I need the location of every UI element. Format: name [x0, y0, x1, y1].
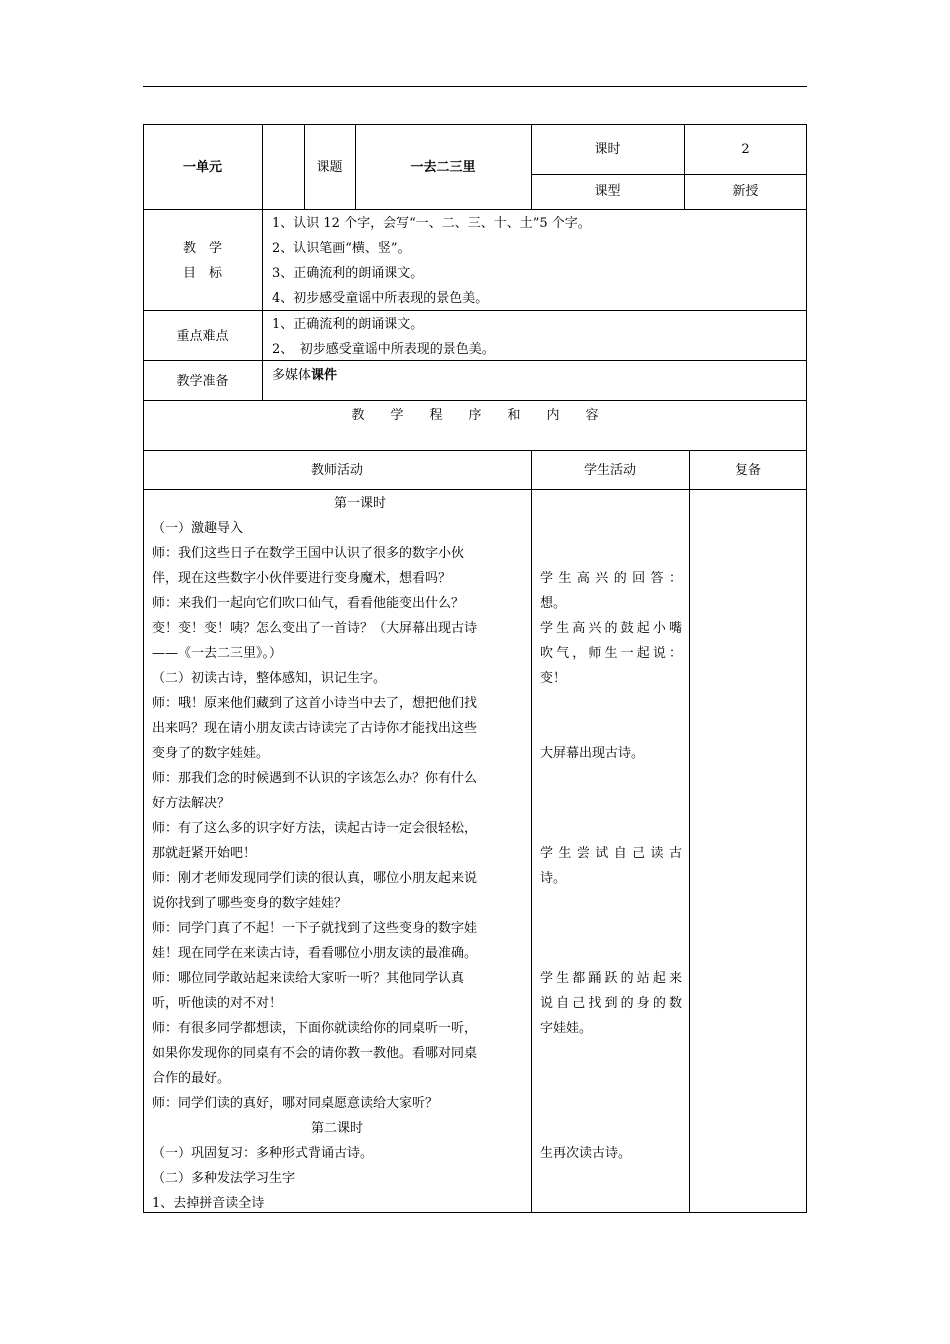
procedure-title: 教 学 程 序 和 内 容	[351, 408, 599, 423]
row-divider	[143, 489, 807, 490]
key-point-item: 1、正确流利的朗诵课文。	[272, 317, 424, 332]
teacher-line: 好方法解决？	[152, 796, 231, 811]
teacher-line: 师：哪位同学敢站起来读给大家听一听？其他同学认真	[152, 971, 465, 986]
teacher-line: 听，听他读的对不对！	[152, 996, 283, 1011]
key-points-label: 重点难点	[176, 329, 229, 344]
student-line: 字娃娃。	[540, 1021, 593, 1036]
teacher-line: 师：来我们一起向它们吹口仙气，看看他能变出什么？	[152, 596, 465, 611]
col-divider	[262, 124, 263, 210]
teacher-activity-header: 教师活动	[310, 463, 363, 478]
student-line: 想。	[540, 596, 567, 611]
student-line: 变！	[540, 671, 567, 686]
goal-item: 3、正确流利的朗诵课文。	[272, 266, 424, 281]
teacher-line: ——《一去二三里》。）	[152, 646, 283, 661]
teacher-line: （一）激趣导入	[152, 521, 244, 536]
review-header: 复备	[734, 463, 761, 478]
row-divider	[143, 450, 807, 451]
teacher-line: 1、去掉拼音读全诗	[152, 1196, 265, 1211]
topic-title: 一去二三里	[410, 160, 476, 175]
student-line: 诗。	[540, 871, 567, 886]
teacher-line: （二）初读古诗，整体感知，识记生字。	[152, 671, 387, 686]
teacher-line: 师：哦！原来他们藏到了这首小诗当中去了，想把他们找	[152, 696, 478, 711]
teacher-line: 师：有很多同学都想读，下面你就读给你的同桌听一听，	[152, 1021, 478, 1036]
teacher-line: 师：同学们读的真好，哪对同桌愿意读给大家听？	[152, 1096, 439, 1111]
preparation-value-normal: 多媒体	[272, 368, 312, 383]
teacher-line: 师：那我们念的时候遇到不认识的字该怎么办？你有什么	[152, 771, 478, 786]
teacher-line: 娃！现在同学在来读古诗，看看哪位小朋友读的最准确。	[152, 946, 478, 961]
student-line: 说自己找到的身的数	[540, 996, 682, 1011]
student-line: 学生都踊跃的站起来	[540, 971, 682, 986]
student-activity-header: 学生活动	[583, 463, 636, 478]
col-divider	[262, 209, 263, 401]
teacher-line: 变！变！变！咦？怎么变出了一首诗？（大屏幕出现古诗	[152, 621, 478, 636]
teacher-line: 师：同学门真了不起！一下子就找到了这些变身的数字娃	[152, 921, 478, 936]
teacher-line: 那就赶紧开始吧！	[152, 846, 257, 861]
goal-item: 2、认识笔画“横、竖”。	[272, 241, 411, 256]
teacher-line: 师：有了这么多的识字好方法，读起古诗一定会很轻松，	[152, 821, 478, 836]
teacher-line: （二）多种发法学习生字	[152, 1171, 296, 1186]
key-point-item: 2、 初步感受童谣中所表现的景色美。	[272, 342, 495, 357]
teacher-line: 合作的最好。	[152, 1071, 231, 1086]
teacher-line: 出来吗？现在请小朋友读古诗读完了古诗你才能找出这些	[152, 721, 478, 736]
preparation-label: 教学准备	[176, 374, 229, 389]
row-divider	[143, 209, 807, 210]
preparation-value	[272, 363, 337, 388]
type-value: 新授	[732, 184, 759, 199]
student-line: 吹气，师生一起说：	[540, 646, 682, 661]
period-value: 2	[741, 142, 750, 157]
session-heading: 第一课时	[333, 496, 386, 511]
header-rule	[143, 86, 807, 87]
session-heading: 第二课时	[310, 1121, 363, 1136]
student-line: 大屏幕出现古诗。	[540, 746, 645, 761]
period-label: 课时	[594, 142, 621, 157]
student-line: 学生尝试自己读古	[540, 846, 682, 861]
row-divider	[531, 174, 807, 175]
teacher-line: 变身了的数字娃娃。	[152, 746, 270, 761]
goal-item: 4、初步感受童谣中所表现的景色美。	[272, 291, 489, 306]
type-label: 课型	[594, 184, 621, 199]
preparation-value-bold: 课件	[311, 368, 338, 383]
topic-label: 课题	[316, 160, 343, 175]
teacher-line: 说你找到了哪些变身的数字娃娃？	[152, 896, 348, 911]
student-line: 生再次读古诗。	[540, 1146, 632, 1161]
teacher-line: 如果你发现你的同桌有不会的请你教一教他。看哪对同桌	[152, 1046, 478, 1061]
goal-item: 1、认识 12 个字，会写“一、二、三、十、土”5 个字。	[272, 216, 591, 231]
student-line: 学生高兴的鼓起小嘴	[540, 621, 682, 636]
goals-label-line1: 教 学	[182, 241, 222, 256]
unit-label: 一单元	[182, 160, 222, 175]
col-divider	[531, 450, 532, 1213]
teacher-line: 师：我们这些日子在数学王国中认识了很多的数字小伙	[152, 546, 465, 561]
teacher-line: 师：刚才老师发现同学们读的很认真，哪位小朋友起来说	[152, 871, 478, 886]
student-line: 学生高兴的回答：	[540, 571, 682, 586]
teacher-line: 伴，现在这些数字小伙伴要进行变身魔术，想看吗？	[152, 571, 452, 586]
col-divider	[689, 450, 690, 1213]
row-divider	[143, 400, 807, 401]
teacher-line: （一）巩固复习：多种形式背诵古诗。	[152, 1146, 374, 1161]
goals-label-line2: 目 标	[182, 266, 222, 281]
